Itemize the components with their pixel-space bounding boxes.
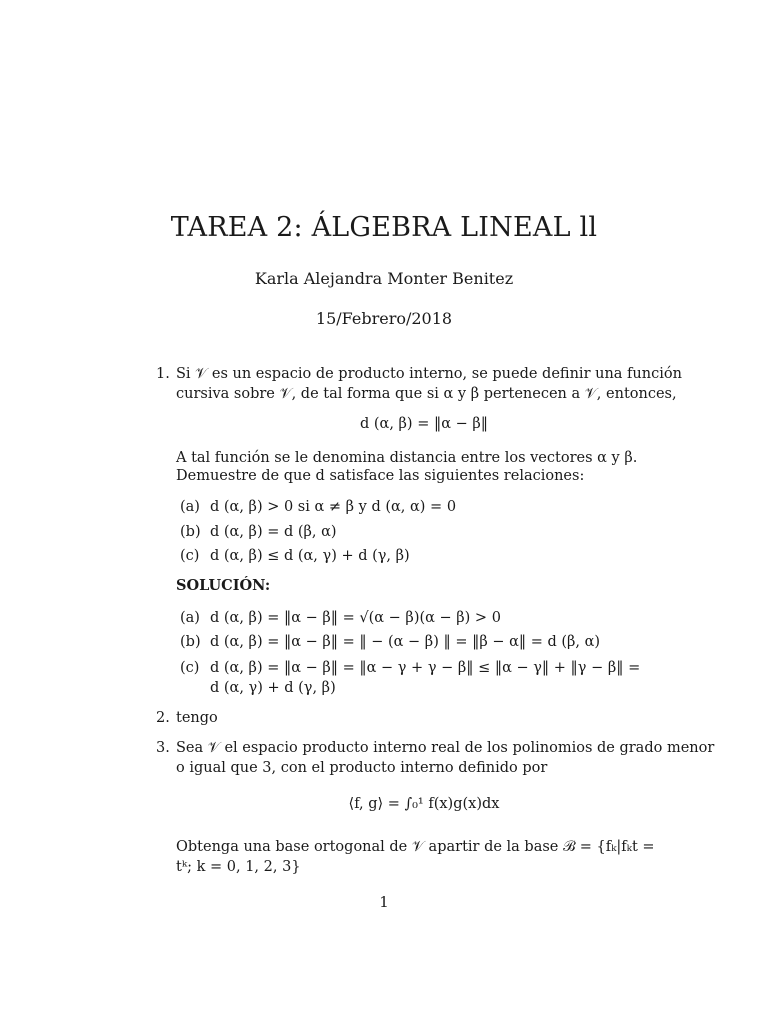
problem-3-line-3: Obtenga una base ortogonal de 𝒱 apartir de la base ℬ = {fₖ|fₖt =	[176, 839, 655, 855]
problem-2-number: 2.	[156, 710, 170, 726]
item-c-text: d (α, β) ≤ d (α, γ) + d (γ, β)	[210, 548, 410, 564]
problem-3-line-4: tᵏ; k = 0, 1, 2, 3}	[176, 859, 301, 875]
item-a-text: d (α, β) > 0 si α ≠ β y d (α, α) = 0	[210, 499, 457, 515]
problem-3-number: 3.	[156, 740, 170, 756]
problem-1-para-line-2: Demuestre de que d satisface las siguientes relaciones:	[176, 468, 585, 484]
author-name: Karla Alejandra Monter Benitez	[254, 269, 514, 288]
document-title: TAREA 2: ÁLGEBRA LINEAL ll	[170, 212, 598, 243]
problem-3-line-1: Sea 𝒱 el espacio producto interno real de los polinomios de grado menor	[176, 740, 715, 756]
problem-2-text: tengo	[176, 710, 218, 726]
item-b-text: d (α, β) = d (β, α)	[210, 524, 337, 540]
problem-3-line-2: o igual que 3, con el producto interno definido por	[176, 760, 548, 776]
solution-b-label: (b)	[180, 634, 201, 650]
item-a-label: (a)	[180, 499, 200, 515]
solution-c-text: d (α, β) = ‖α − β‖ = ‖α − γ + γ − β‖ ≤ ‖α − γ‖ + ‖γ − β‖ =	[210, 660, 641, 676]
document-date: 15/Febrero/2018	[315, 309, 453, 328]
solution-c-label: (c)	[180, 660, 200, 676]
page-number: 1	[379, 893, 389, 911]
solution-c-text-continued: d (α, γ) + d (γ, β)	[210, 680, 336, 696]
item-c-label: (c)	[180, 548, 200, 564]
problem-1-line-1: Si 𝒱 es un espacio de producto interno, se puede definir una función	[176, 366, 682, 382]
solution-a-text: d (α, β) = ‖α − β‖ = √(α − β)(α − β) > 0	[210, 610, 501, 626]
inner-product-formula: ⟨f, g⟩ = ∫₀¹ f(x)g(x)dx	[348, 796, 500, 812]
problem-1-line-2: cursiva sobre 𝒱, de tal forma que si α y β pertenecen a 𝒱, entonces,	[176, 386, 677, 402]
distance-formula: d (α, β) = ‖α − β‖	[359, 416, 488, 432]
solution-heading: SOLUCIÓN:	[176, 577, 271, 594]
item-b-label: (b)	[180, 524, 201, 540]
solution-a-label: (a)	[180, 610, 200, 626]
problem-1-para-line-1: A tal función se le denomina distancia entre los vectores α y β.	[176, 450, 638, 466]
problem-1-number: 1.	[156, 366, 170, 382]
solution-b-text: d (α, β) = ‖α − β‖ = ‖ − (α − β) ‖ = ‖β − α‖ = d (β, α)	[210, 634, 601, 650]
